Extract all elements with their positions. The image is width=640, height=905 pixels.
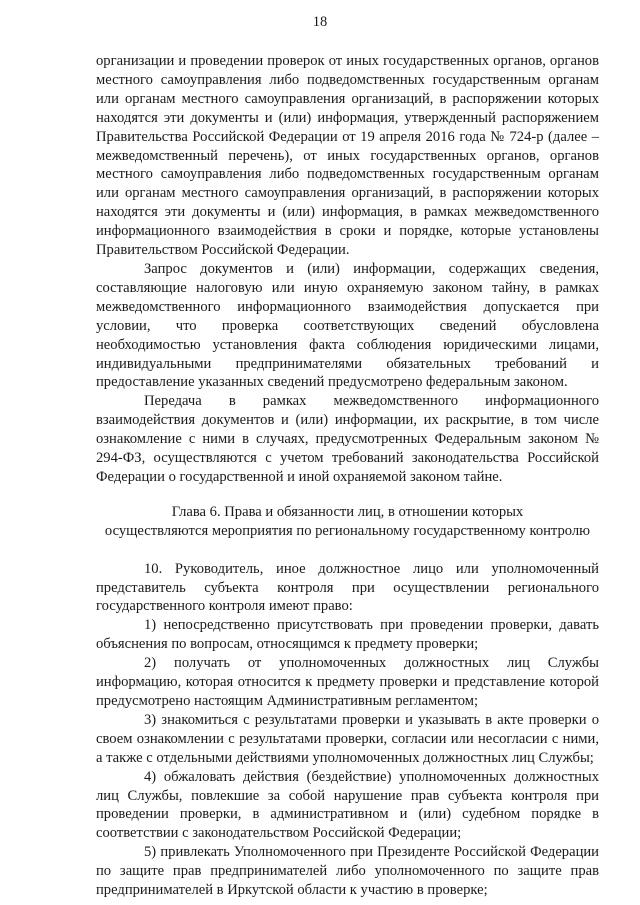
clause-10-item-5: 5) привлекать Уполномоченного при Президенте Российской Федерации по защите прав предпринимателей либо уполномоченного по защите прав предпринимателей в Иркутской области к участию в проверке; xyxy=(96,844,599,899)
clause-10: 10. Руководитель, иное должностное лицо или уполномоченный представитель субъекта контроля при осуществлении регионального государственного контроля имеют право: xyxy=(96,560,599,615)
chapter-title xyxy=(96,503,599,541)
clause-10-item-4: 4) обжаловать действия (бездействие) уполномоченных должностных лиц Службы, повлекшие за собой нарушение прав субъекта контроля при проведении проверки, в административном и (или) судебном порядке в соответствии с законодательством Российской Федерации; xyxy=(96,768,599,842)
paragraph-request-documents: Запрос документов и (или) информации, содержащих сведения, составляющие налоговую или иную охраняемую законом тайну, в рамках межведомственного информационного взаимодействия допускается при условии, что проверка соответствующих сведений обусловлена необходимостью установления факта соблюдения юридическими лицами, индивидуальными предпринимателями обязательных требований и предоставление указанных сведений предусмотрено федеральным законом. xyxy=(96,260,599,391)
page-number: 18 xyxy=(312,14,328,30)
clause-10-item-2: 2) получать от уполномоченных должностных лиц Службы информацию, которая относится к предмету проверки и представление которой предусмотрено настоящим Административным регламентом; xyxy=(96,655,599,709)
paragraph-transfer-documents: Передача в рамках межведомственного информационного взаимодействия документов и (или) информации, их раскрытие, в том числе ознакомление с ними в случаях, предусмотренных Федеральным законом № 294-ФЗ, осуществляются с учетом требований законодательства Российской Федерации о государственной и иной охраняемой законом тайне. xyxy=(96,393,599,485)
chapter-title-line-1: Глава 6. Права и обязанности лиц, в отношении которых xyxy=(171,503,524,520)
paragraph-continuation: организации и проведении проверок от иных государственных органов, органов местного самоуправления либо подведомственных государственным органам или органам местного самоуправления организаций, в распоряжении которых находятся эти документы и (или) информация, утвержденный распоряжением Правительства Российской Федерации от 19 апреля 2016 года № 724-р (далее – межведомственный перечень), от иных государственных органов, органов местного самоуправления либо подведомственных государственным органам или органам местного самоуправления организаций, в распоряжении которых находятся эти документы и (или) информация, в рамках межведомственного информационного взаимодействия в сроки и порядке, которые установлены Правительством Российской Федерации. xyxy=(96,53,599,259)
clause-10-item-1: 1) непосредственно присутствовать при проведении проверки, давать объяснения по вопросам, относящимся к предмету проверки; xyxy=(96,617,599,653)
chapter-title-line-2: осуществляются мероприятия по региональному государственному контролю xyxy=(104,522,591,539)
clause-10-item-3: 3) знакомиться с результатами проверки и указывать в акте проверки о своем ознакомлении с результатами проверки, согласии или несогласии с ними, а также с отдельными действиями уполномоченных должностных лиц Службы; xyxy=(96,711,599,766)
document-body xyxy=(96,52,599,900)
